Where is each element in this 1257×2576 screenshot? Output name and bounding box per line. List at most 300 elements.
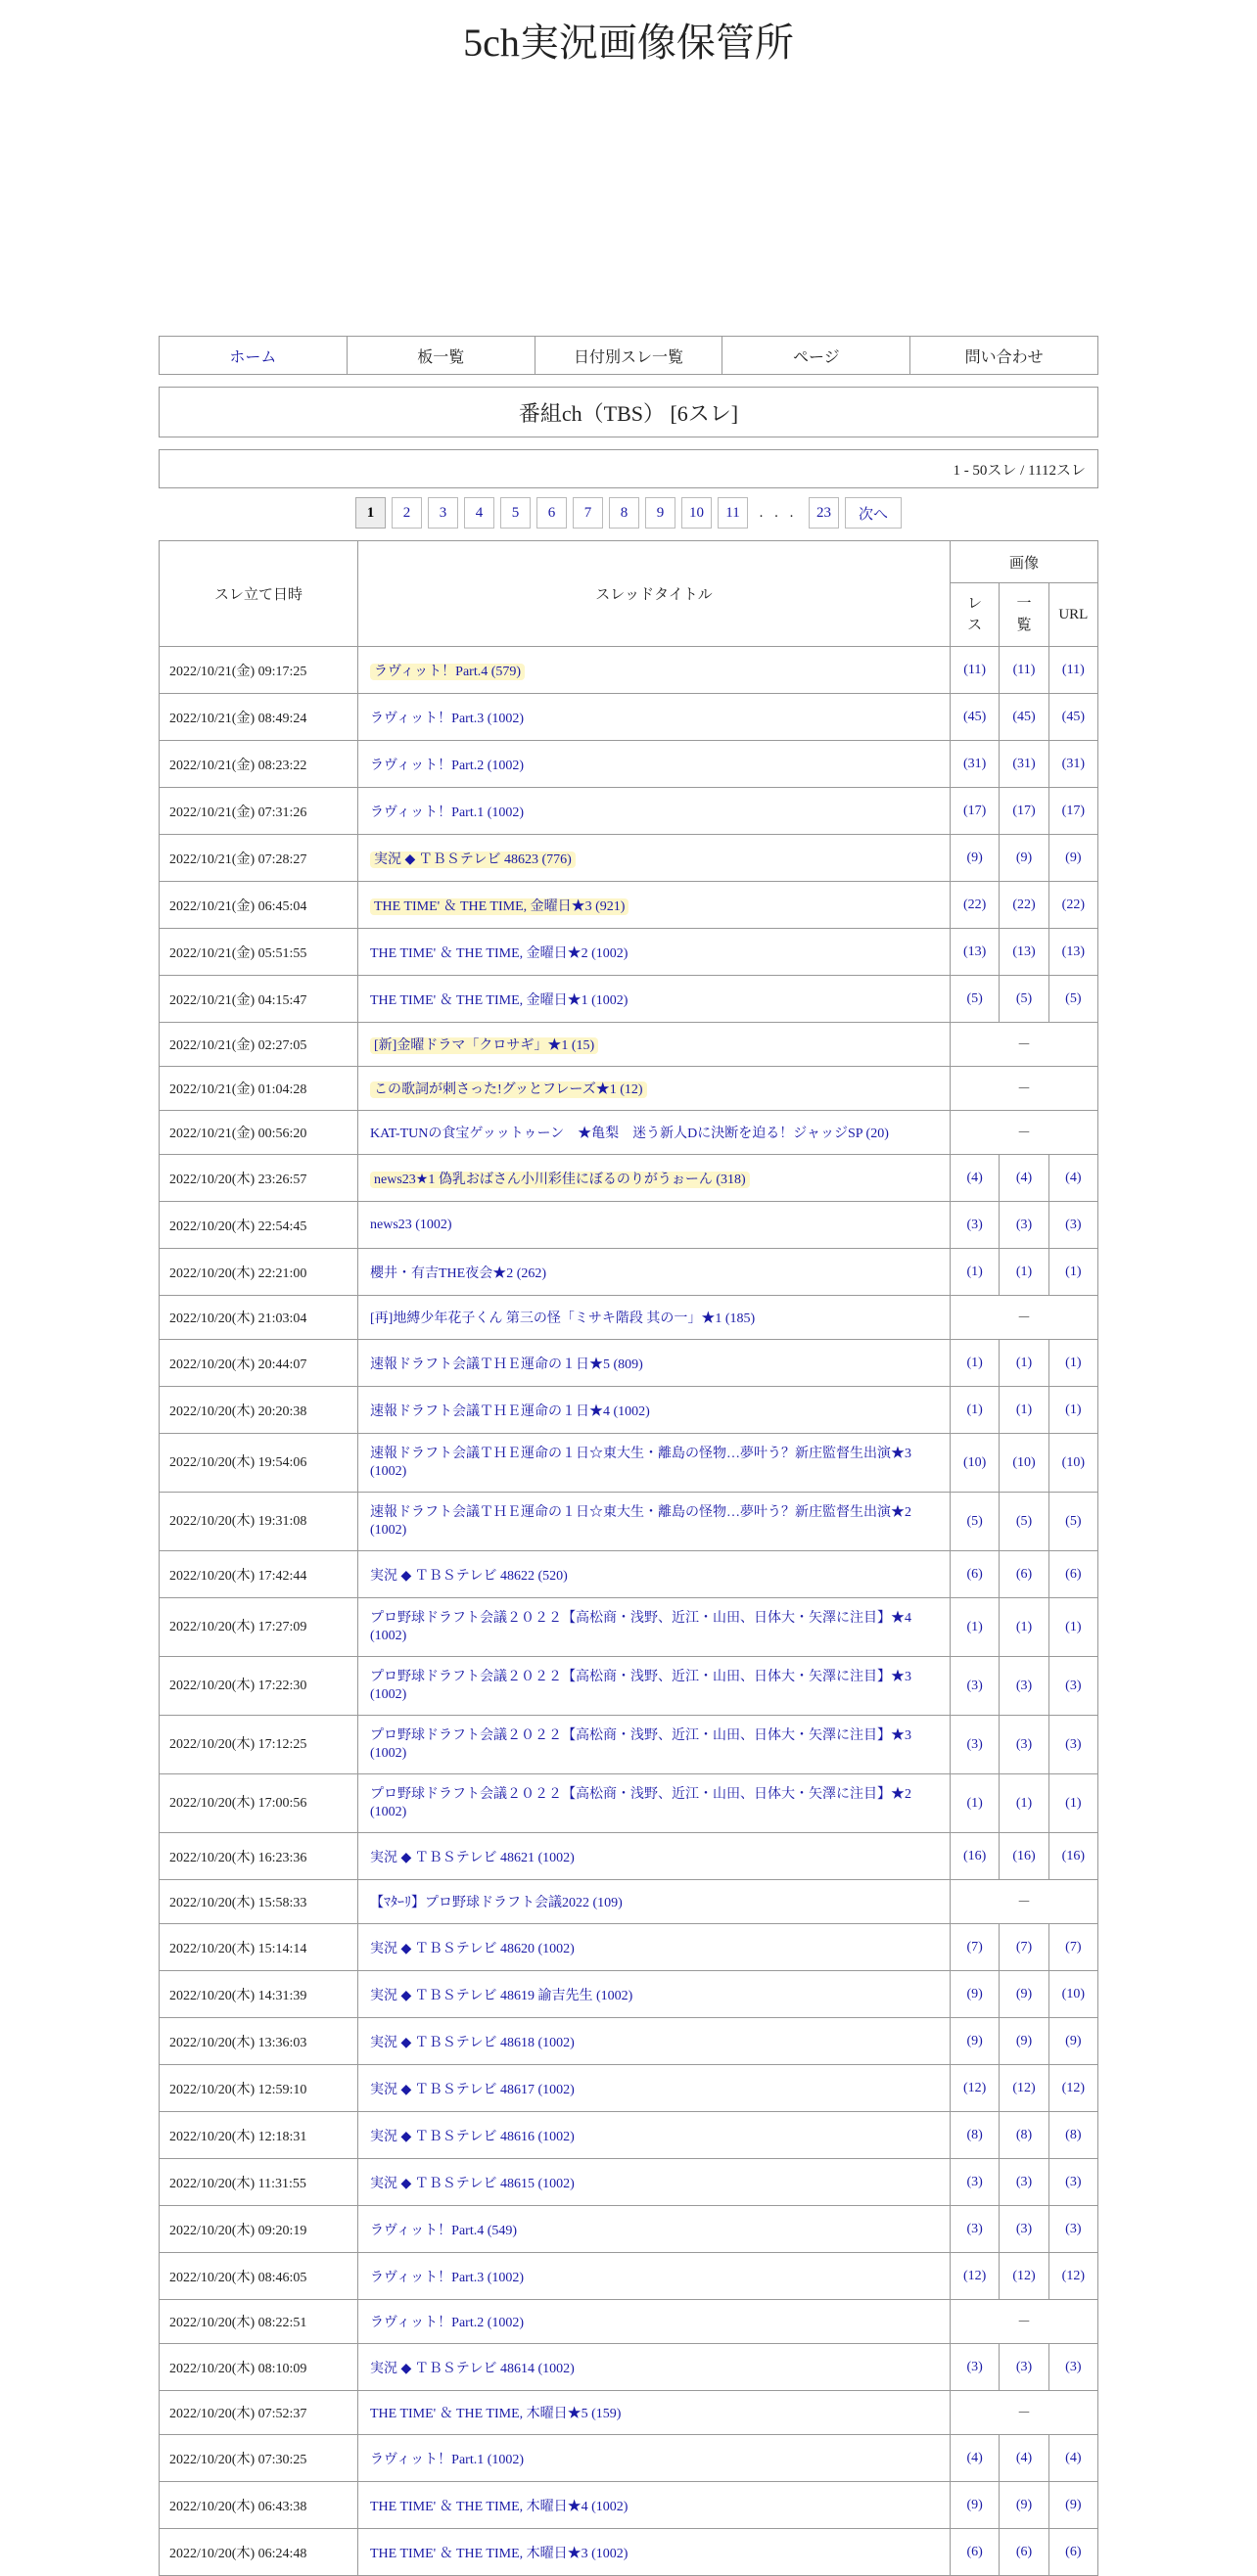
thread-title-link[interactable]: 実況 ◆ ＴＢＳテレビ 48614 (1002)	[370, 2361, 575, 2376]
site-title: 5ch実況画像保管所	[463, 21, 794, 65]
url-image-count-link[interactable]: (9)	[1048, 835, 1097, 882]
list-image-count-link[interactable]: (1)	[1000, 1598, 1048, 1657]
res-image-count-link[interactable]: (1)	[951, 1387, 1000, 1434]
url-image-count-link[interactable]: (5)	[1048, 976, 1097, 1023]
thread-title-link[interactable]: ラヴィット！Part.2 (1002)	[370, 2316, 525, 2330]
header-title: スレッドタイトル	[358, 541, 951, 647]
nav-home[interactable]: ホーム	[160, 337, 348, 374]
thread-date: 2022/10/20(木) 17:42:44	[160, 1551, 358, 1598]
list-image-count-link[interactable]: (1)	[1000, 1387, 1048, 1434]
thread-title-cell	[358, 1155, 951, 1202]
table-row	[160, 741, 1098, 788]
thread-date: 2022/10/20(木) 16:23:36	[160, 1833, 358, 1880]
thread-title-link[interactable]: 櫻井・有吉THE夜会★2 (262)	[370, 1265, 547, 1281]
table-row	[160, 1067, 1098, 1111]
res-image-count-link[interactable]: (9)	[951, 835, 1000, 882]
table-row	[160, 647, 1098, 694]
list-image-count-link[interactable]: (7)	[1000, 1924, 1048, 1971]
thread-title-link[interactable]: 【ﾏﾀｰﾘ】プロ野球ドラフト会議2022 (109)	[370, 1896, 623, 1910]
thread-title-cell	[358, 1971, 951, 2018]
table-row	[160, 2159, 1098, 2206]
thread-date: 2022/10/20(木) 12:18:31	[160, 2112, 358, 2159]
list-image-count-link[interactable]: (5)	[1000, 1493, 1048, 1551]
table-row	[160, 882, 1098, 929]
url-image-count-link[interactable]: (1)	[1048, 1598, 1097, 1657]
thread-date: 2022/10/21(金) 08:49:24	[160, 694, 358, 741]
res-image-count-link[interactable]: (11)	[951, 647, 1000, 694]
url-image-count-link[interactable]: (5)	[1048, 1493, 1097, 1551]
page-link[interactable]: 6	[536, 497, 567, 529]
url-image-count-link[interactable]: (3)	[1048, 2206, 1097, 2253]
page-link[interactable]: 5	[500, 497, 531, 529]
list-image-count-link[interactable]: (3)	[1000, 1657, 1048, 1716]
thread-title-cell	[358, 2065, 951, 2112]
thread-date: 2022/10/20(木) 14:31:39	[160, 1971, 358, 2018]
thread-title-link[interactable]: 実況 ◆ ＴＢＳテレビ 48622 (520)	[370, 1568, 568, 1584]
thread-date: 2022/10/20(木) 11:31:55	[160, 2159, 358, 2206]
thread-title-cell	[358, 1833, 951, 1880]
thread-table	[159, 540, 1098, 2576]
list-image-count-link[interactable]: (12)	[1000, 2065, 1048, 2112]
res-image-count-link[interactable]: (1)	[951, 1598, 1000, 1657]
thread-date: 2022/10/21(金) 07:31:26	[160, 788, 358, 835]
thread-title-cell	[358, 1111, 951, 1155]
header-res	[951, 583, 1000, 647]
res-image-count-link[interactable]: (5)	[951, 1493, 1000, 1551]
res-image-count-link[interactable]: (4)	[951, 2435, 1000, 2482]
url-image-count-link[interactable]: (3)	[1048, 2344, 1097, 2391]
thread-title-link[interactable]: ラヴィット！Part.1 (1002)	[370, 2452, 525, 2467]
thread-title-link[interactable]: THE TIME' ＆ THE TIME, 木曜日★5 (159)	[370, 2407, 622, 2421]
res-image-count-link[interactable]: (1)	[951, 1774, 1000, 1833]
page-link[interactable]: 10	[681, 497, 712, 529]
url-image-count-link[interactable]: (3)	[1048, 2159, 1097, 2206]
table-row	[160, 2344, 1098, 2391]
thread-date: 2022/10/20(木) 12:59:10	[160, 2065, 358, 2112]
list-image-count-link[interactable]: (3)	[1000, 2344, 1048, 2391]
thread-date: 2022/10/20(木) 08:46:05	[160, 2253, 358, 2300]
table-row	[160, 1971, 1098, 2018]
url-image-count-link[interactable]: (1)	[1048, 1249, 1097, 1296]
list-image-count-link[interactable]: (17)	[1000, 788, 1048, 835]
list-image-count-link[interactable]: (13)	[1000, 929, 1048, 976]
url-image-count-link[interactable]: (7)	[1048, 1924, 1097, 1971]
thread-title-cell	[358, 882, 951, 929]
table-row	[160, 835, 1098, 882]
url-image-count-link[interactable]: (9)	[1048, 2018, 1097, 2065]
thread-date: 2022/10/20(木) 06:43:38	[160, 2482, 358, 2529]
url-image-count-link[interactable]: (12)	[1048, 2253, 1097, 2300]
table-row	[160, 2065, 1098, 2112]
thread-date: 2022/10/20(木) 20:44:07	[160, 1340, 358, 1387]
table-row	[160, 788, 1098, 835]
table-row	[160, 1434, 1098, 1493]
thread-title-cell	[358, 1716, 951, 1774]
thread-title-link[interactable]: 実況 ◆ ＴＢＳテレビ 48615 (1002)	[370, 2176, 575, 2191]
res-image-count-link[interactable]: (5)	[951, 976, 1000, 1023]
table-row	[160, 1387, 1098, 1434]
res-image-count-link[interactable]: (7)	[951, 1924, 1000, 1971]
thread-title-link[interactable]: THE TIME' ＆ THE TIME, 金曜日★1 (1002)	[370, 992, 628, 1008]
list-image-count-link[interactable]: (22)	[1000, 882, 1048, 929]
thread-date: 2022/10/21(金) 04:15:47	[160, 976, 358, 1023]
thread-title-cell	[358, 1551, 951, 1598]
thread-title-cell	[358, 1924, 951, 1971]
url-image-count-link[interactable]: (1)	[1048, 1774, 1097, 1833]
thread-date: 2022/10/20(木) 15:14:14	[160, 1924, 358, 1971]
url-image-count-link[interactable]: (1)	[1048, 1387, 1097, 1434]
list-image-count-link[interactable]: (3)	[1000, 1202, 1048, 1249]
thread-title-cell	[358, 2300, 951, 2344]
ad-space	[0, 67, 1257, 337]
url-image-count-link[interactable]: (22)	[1048, 882, 1097, 929]
url-image-count-link[interactable]: (1)	[1048, 1340, 1097, 1387]
url-image-count-link[interactable]: (9)	[1048, 2482, 1097, 2529]
thread-date: 2022/10/21(金) 00:56:20	[160, 1111, 358, 1155]
header-date: スレ立て日時	[160, 541, 358, 647]
thread-date: 2022/10/20(木) 19:31:08	[160, 1493, 358, 1551]
page-link[interactable]: 2	[392, 497, 422, 529]
thread-title-link[interactable]: 実況 ◆ ＴＢＳテレビ 48619 諭吉先生 (1002)	[370, 1988, 633, 2003]
nav-threads-by-date[interactable]: 日付別スレ一覧	[535, 337, 723, 374]
res-image-count-link[interactable]: (3)	[951, 1657, 1000, 1716]
url-image-count-link[interactable]: (10)	[1048, 1434, 1097, 1493]
table-row	[160, 2391, 1098, 2435]
res-image-count-link[interactable]: (1)	[951, 1249, 1000, 1296]
table-row	[160, 2206, 1098, 2253]
thread-title-link[interactable]: 実況 ◆ ＴＢＳテレビ 48623 (776)	[370, 851, 576, 868]
url-image-count-link[interactable]: (10)	[1048, 1971, 1097, 2018]
list-image-count-link[interactable]: (5)	[1000, 976, 1048, 1023]
thread-title-link[interactable]: 速報ドラフト会議ＴＨＥ運命の１日★4 (1002)	[370, 1403, 650, 1419]
thread-title-cell	[358, 2253, 951, 2300]
table-row	[160, 1716, 1098, 1774]
nav-board-list[interactable]: 板一覧	[348, 337, 535, 374]
list-image-count-link[interactable]: (9)	[1000, 1971, 1048, 2018]
thread-date: 2022/10/21(金) 05:51:55	[160, 929, 358, 976]
res-image-count-link[interactable]: (6)	[951, 2529, 1000, 2576]
url-image-count-link[interactable]: (31)	[1048, 741, 1097, 788]
list-image-count-link[interactable]: (45)	[1000, 694, 1048, 741]
res-image-count-link[interactable]: (9)	[951, 1971, 1000, 2018]
list-image-count-link[interactable]: (1)	[1000, 1774, 1048, 1833]
thread-title-link[interactable]: 速報ドラフト会議ＴＨＥ運命の１日☆東大生・離島の怪物…夢叶う？新庄監督生出演★3 (1002)	[370, 1446, 911, 1479]
thread-title-link[interactable]: 実況 ◆ ＴＢＳテレビ 48617 (1002)	[370, 2082, 575, 2097]
header-url: URL	[1048, 583, 1097, 647]
thread-date: 2022/10/20(木) 20:20:38	[160, 1387, 358, 1434]
url-image-count-link[interactable]: (16)	[1048, 1833, 1097, 1880]
res-image-count-link[interactable]: (9)	[951, 2018, 1000, 2065]
thread-title-cell	[358, 2159, 951, 2206]
no-images-mark: －	[951, 1880, 1098, 1924]
thread-title-cell	[358, 2435, 951, 2482]
res-image-count-link[interactable]: (4)	[951, 1155, 1000, 1202]
list-image-count-link[interactable]: (8)	[1000, 2112, 1048, 2159]
thread-date: 2022/10/20(木) 17:27:09	[160, 1598, 358, 1657]
thread-title-cell	[358, 2018, 951, 2065]
table-row	[160, 1155, 1098, 1202]
list-image-count-link[interactable]: (3)	[1000, 2159, 1048, 2206]
thread-title-cell	[358, 694, 951, 741]
url-image-count-link[interactable]: (8)	[1048, 2112, 1097, 2159]
thread-title-link[interactable]: THE TIME' ＆ THE TIME, 木曜日★3 (1002)	[370, 2546, 628, 2561]
thread-date: 2022/10/21(金) 08:23:22	[160, 741, 358, 788]
thread-title-cell	[358, 2206, 951, 2253]
table-row	[160, 2253, 1098, 2300]
thread-title-link[interactable]: [新]金曜ドラマ「クロサギ」★1 (15)	[370, 1037, 598, 1054]
res-image-count-link[interactable]: (16)	[951, 1833, 1000, 1880]
res-image-count-link[interactable]: (31)	[951, 741, 1000, 788]
thread-date: 2022/10/21(金) 02:27:05	[160, 1023, 358, 1067]
page-link[interactable]: 9	[645, 497, 675, 529]
url-image-count-link[interactable]: (12)	[1048, 2065, 1097, 2112]
thread-title-link[interactable]: プロ野球ドラフト会議２０２２【高松商・浅野、近江・山田、日体大・矢澤に注目】★4 (1002)	[370, 1610, 911, 1643]
thread-title-cell	[358, 1296, 951, 1340]
header-list	[1000, 583, 1048, 647]
page-link[interactable]: 8	[609, 497, 639, 529]
thread-title-cell	[358, 1598, 951, 1657]
url-image-count-link[interactable]: (17)	[1048, 788, 1097, 835]
table-row	[160, 2112, 1098, 2159]
header-images: 画像	[951, 541, 1098, 583]
thread-title-link[interactable]: THE TIME' ＆ THE TIME, 木曜日★4 (1002)	[370, 2499, 628, 2514]
res-image-count-link[interactable]: (3)	[951, 2206, 1000, 2253]
thread-title-cell	[358, 1249, 951, 1296]
res-image-count-link[interactable]: (6)	[951, 1551, 1000, 1598]
list-image-count-link[interactable]: (31)	[1000, 741, 1048, 788]
thread-title-link[interactable]: KAT-TUNの食宝ゲッットゥーン ★亀梨 迷う新人Dに決断を迫る！ジャッジSP (20)	[370, 1127, 889, 1141]
thread-title-cell	[358, 2482, 951, 2529]
res-image-count-link[interactable]: (1)	[951, 1340, 1000, 1387]
table-row	[160, 1657, 1098, 1716]
thread-date: 2022/10/20(木) 17:12:25	[160, 1716, 358, 1774]
table-row	[160, 1833, 1098, 1880]
res-image-count-link[interactable]: (3)	[951, 2344, 1000, 2391]
thread-title-cell	[358, 1434, 951, 1493]
page-link-last[interactable]: 23	[809, 497, 839, 529]
thread-date: 2022/10/20(木) 07:30:25	[160, 2435, 358, 2482]
thread-date: 2022/10/20(木) 17:22:30	[160, 1657, 358, 1716]
url-image-count-link[interactable]: (45)	[1048, 694, 1097, 741]
res-image-count-link[interactable]: (8)	[951, 2112, 1000, 2159]
thread-rows	[160, 647, 1098, 2576]
thread-title-cell	[358, 2391, 951, 2435]
res-image-count-link[interactable]: (12)	[951, 2065, 1000, 2112]
thread-title-link[interactable]: ラヴィット！Part.3 (1002)	[370, 711, 525, 726]
thread-title-link[interactable]: THE TIME' ＆ THE TIME, 金曜日★3 (921)	[370, 898, 628, 915]
res-image-count-link[interactable]: (9)	[951, 2482, 1000, 2529]
thread-title-link[interactable]: ラヴィット！Part.2 (1002)	[370, 758, 525, 773]
thread-date: 2022/10/20(木) 21:03:04	[160, 1296, 358, 1340]
thread-title-cell	[358, 835, 951, 882]
board-title: 番組ch（TBS） [6スレ]	[159, 387, 1098, 437]
no-images-mark: －	[951, 2300, 1098, 2344]
thread-title-link[interactable]: 実況 ◆ ＴＢＳテレビ 48621 (1002)	[370, 1850, 575, 1865]
list-image-count-link[interactable]: (4)	[1000, 2435, 1048, 2482]
page-link[interactable]: 11	[718, 497, 748, 529]
table-row	[160, 2529, 1098, 2576]
pagination	[0, 497, 1257, 530]
list-image-count-link[interactable]: (6)	[1000, 1551, 1048, 1598]
res-image-count-link[interactable]: (45)	[951, 694, 1000, 741]
thread-title-cell	[358, 1023, 951, 1067]
thread-date: 2022/10/21(金) 01:04:28	[160, 1067, 358, 1111]
thread-title-cell	[358, 2344, 951, 2391]
no-images-mark: －	[951, 1023, 1098, 1067]
page-link[interactable]: 4	[464, 497, 494, 529]
res-image-count-link[interactable]: (3)	[951, 1202, 1000, 1249]
list-image-count-link[interactable]: (16)	[1000, 1833, 1048, 1880]
table-row	[160, 1111, 1098, 1155]
page-link-current[interactable]: 1	[355, 497, 386, 529]
list-image-count-link[interactable]: (12)	[1000, 2253, 1048, 2300]
thread-date: 2022/10/20(木) 22:54:45	[160, 1202, 358, 1249]
pagination-ellipsis: . . .	[759, 504, 798, 521]
thread-title-link[interactable]: プロ野球ドラフト会議２０２２【高松商・浅野、近江・山田、日体大・矢澤に注目】★3 (1002)	[370, 1669, 911, 1702]
url-image-count-link[interactable]: (13)	[1048, 929, 1097, 976]
thread-date: 2022/10/20(木) 19:54:06	[160, 1434, 358, 1493]
list-image-count-link[interactable]: (1)	[1000, 1340, 1048, 1387]
table-row	[160, 2018, 1098, 2065]
list-image-count-link[interactable]: (3)	[1000, 2206, 1048, 2253]
thread-title-cell	[358, 1493, 951, 1551]
thread-count: 1 - 50スレ / 1112スレ	[159, 449, 1098, 488]
thread-title-link[interactable]: 実況 ◆ ＴＢＳテレビ 48620 (1002)	[370, 1941, 575, 1956]
list-image-count-link[interactable]: (3)	[1000, 1716, 1048, 1774]
thread-title-link[interactable]: THE TIME' ＆ THE TIME, 金曜日★2 (1002)	[370, 945, 628, 961]
thread-title-cell	[358, 788, 951, 835]
table-row	[160, 1340, 1098, 1387]
thread-title-cell	[358, 1657, 951, 1716]
url-image-count-link[interactable]: (11)	[1048, 647, 1097, 694]
table-row	[160, 976, 1098, 1023]
url-image-count-link[interactable]: (4)	[1048, 2435, 1097, 2482]
thread-title-cell	[358, 2529, 951, 2576]
next-page-button[interactable]: 次へ	[845, 497, 902, 529]
thread-date: 2022/10/20(木) 07:52:37	[160, 2391, 358, 2435]
table-row	[160, 1493, 1098, 1551]
list-image-count-link[interactable]: (6)	[1000, 2529, 1048, 2576]
thread-title-cell	[358, 976, 951, 1023]
no-images-mark: －	[951, 1067, 1098, 1111]
thread-title-link[interactable]: 実況 ◆ ＴＢＳテレビ 48616 (1002)	[370, 2129, 575, 2144]
thread-title-cell	[358, 1880, 951, 1924]
thread-title-link[interactable]: news23 (1002)	[370, 1217, 452, 1232]
list-image-count-link[interactable]: (9)	[1000, 835, 1048, 882]
thread-title-cell	[358, 1340, 951, 1387]
table-row	[160, 1249, 1098, 1296]
table-row	[160, 1598, 1098, 1657]
list-image-count-link[interactable]: (1)	[1000, 1249, 1048, 1296]
thread-title-cell	[358, 1774, 951, 1833]
thread-title-link[interactable]: ラヴィット！Part.4 (549)	[370, 2223, 518, 2238]
list-image-count-link[interactable]: (4)	[1000, 1155, 1048, 1202]
thread-date: 2022/10/20(木) 08:10:09	[160, 2344, 358, 2391]
res-image-count-link[interactable]: (22)	[951, 882, 1000, 929]
list-image-count-link[interactable]: (9)	[1000, 2482, 1048, 2529]
thread-date: 2022/10/20(木) 15:58:33	[160, 1880, 358, 1924]
thread-title-link[interactable]: news23★1 偽乳おばさん小川彩佳にぼるのりがうぉーん (318)	[370, 1172, 750, 1188]
no-images-mark: －	[951, 1111, 1098, 1155]
res-image-count-link[interactable]: (10)	[951, 1434, 1000, 1493]
thread-title-cell	[358, 929, 951, 976]
table-row	[160, 694, 1098, 741]
res-image-count-link[interactable]: (17)	[951, 788, 1000, 835]
url-image-count-link[interactable]: (3)	[1048, 1202, 1097, 1249]
no-images-mark: －	[951, 1296, 1098, 1340]
table-row	[160, 2435, 1098, 2482]
thread-title-link[interactable]: 速報ドラフト会議ＴＨＥ運命の１日★5 (809)	[370, 1357, 643, 1372]
main-nav	[159, 336, 1098, 375]
res-image-count-link[interactable]: (13)	[951, 929, 1000, 976]
page-link[interactable]: 7	[573, 497, 603, 529]
thread-title-cell	[358, 1067, 951, 1111]
header-res-label: レス	[967, 596, 983, 633]
thread-title-link[interactable]: この歌詞が刺さった!グッとフレーズ★1 (12)	[370, 1081, 647, 1098]
thread-date: 2022/10/21(金) 09:17:25	[160, 647, 358, 694]
res-image-count-link[interactable]: (12)	[951, 2253, 1000, 2300]
thread-title-cell	[358, 647, 951, 694]
thread-date: 2022/10/20(木) 13:36:03	[160, 2018, 358, 2065]
thread-title-cell	[358, 1202, 951, 1249]
thread-date: 2022/10/20(木) 06:24:48	[160, 2529, 358, 2576]
url-image-count-link[interactable]: (4)	[1048, 1155, 1097, 1202]
thread-date: 2022/10/21(金) 06:45:04	[160, 882, 358, 929]
thread-date: 2022/10/20(木) 08:22:51	[160, 2300, 358, 2344]
thread-title-link[interactable]: 速報ドラフト会議ＴＨＥ運命の１日☆東大生・離島の怪物…夢叶う？新庄監督生出演★2 (1002)	[370, 1504, 911, 1538]
thread-title-link[interactable]: プロ野球ドラフト会議２０２２【高松商・浅野、近江・山田、日体大・矢澤に注目】★3 (1002)	[370, 1727, 911, 1761]
thread-title-link[interactable]: ラヴィット！Part.1 (1002)	[370, 805, 525, 820]
nav-pages[interactable]: ページ	[722, 337, 910, 374]
thread-title-link[interactable]: ラヴィット！Part.3 (1002)	[370, 2270, 525, 2285]
thread-date: 2022/10/21(金) 07:28:27	[160, 835, 358, 882]
list-image-count-link[interactable]: (11)	[1000, 647, 1048, 694]
thread-date: 2022/10/20(木) 17:00:56	[160, 1774, 358, 1833]
thread-title-link[interactable]: 実況 ◆ ＴＢＳテレビ 48618 (1002)	[370, 2035, 575, 2050]
table-row	[160, 1296, 1098, 1340]
thread-title-link[interactable]: ラヴィット！Part.4 (579)	[370, 664, 525, 680]
url-image-count-link[interactable]: (6)	[1048, 1551, 1097, 1598]
res-image-count-link[interactable]: (3)	[951, 2159, 1000, 2206]
table-row	[160, 1924, 1098, 1971]
thread-title-cell	[358, 1387, 951, 1434]
thread-title-cell	[358, 741, 951, 788]
thread-date: 2022/10/20(木) 09:20:19	[160, 2206, 358, 2253]
table-row	[160, 1551, 1098, 1598]
table-row	[160, 1880, 1098, 1924]
res-image-count-link[interactable]: (3)	[951, 1716, 1000, 1774]
url-image-count-link[interactable]: (3)	[1048, 1657, 1097, 1716]
table-row	[160, 2300, 1098, 2344]
header-list-label: 一覧	[1016, 596, 1032, 633]
thread-title-cell	[358, 2112, 951, 2159]
url-image-count-link[interactable]: (6)	[1048, 2529, 1097, 2576]
list-image-count-link[interactable]: (9)	[1000, 2018, 1048, 2065]
url-image-count-link[interactable]: (3)	[1048, 1716, 1097, 1774]
thread-date: 2022/10/20(木) 23:26:57	[160, 1155, 358, 1202]
no-images-mark: －	[951, 2391, 1098, 2435]
table-row	[160, 1774, 1098, 1833]
page-link[interactable]: 3	[428, 497, 458, 529]
thread-title-link[interactable]: プロ野球ドラフト会議２０２２【高松商・浅野、近江・山田、日体大・矢澤に注目】★2 (1002)	[370, 1786, 911, 1819]
table-row	[160, 929, 1098, 976]
thread-title-link[interactable]: [再]地縛少年花子くん 第三の怪「ミサキ階段 其の一」★1 (185)	[370, 1311, 756, 1326]
list-image-count-link[interactable]: (10)	[1000, 1434, 1048, 1493]
table-row	[160, 1202, 1098, 1249]
table-row	[160, 2482, 1098, 2529]
nav-contact[interactable]: 問い合わせ	[964, 348, 1044, 366]
thread-date: 2022/10/20(木) 22:21:00	[160, 1249, 358, 1296]
